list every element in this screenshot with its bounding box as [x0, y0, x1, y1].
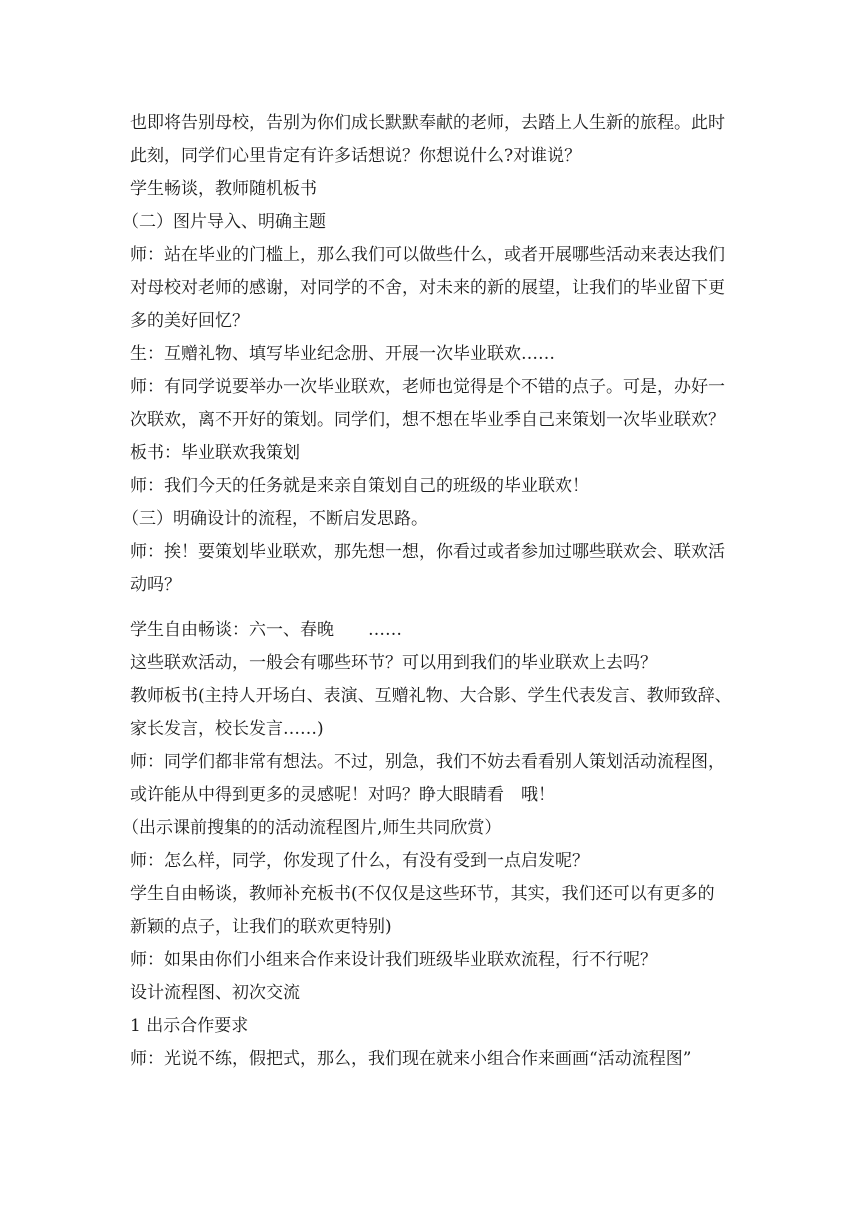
paragraph-line: 板书：毕业联欢我策划: [130, 443, 300, 463]
paragraph-line: 对母校对老师的感谢，对同学的不舍，对未来的新的展望，让我们的毕业留下更: [130, 278, 725, 298]
paragraph-line: 这些联欢活动，一般会有哪些环节？可以用到我们的毕业联欢上去吗？: [130, 653, 657, 673]
paragraph-line: 教师板书(主持人开场白、表演、互赠礼物、大合影、学生代表发言、教师致辞、: [130, 686, 732, 706]
paragraph-line: 师：挨！要策划毕业联欢，那先想一想，你看过或者参加过哪些联欢会、联欢活: [130, 542, 725, 562]
paragraph-line: 师：怎么样，同学，你发现了什么，有没有受到一点启发呢？: [130, 851, 589, 871]
paragraph-line: 或许能从中得到更多的灵感呢！对吗？睁大眼睛看 哦！: [130, 785, 555, 805]
paragraph-line: （出示课前搜集的的活动流程图片,师生共同欣赏）: [122, 818, 502, 838]
paragraph-line: 次联欢，离不开好的策划。同学们，想不想在毕业季自己来策划一次毕业联欢？: [130, 410, 725, 430]
paragraph-line: 师：光说不练，假把式，那么，我们现在就来小组合作来画画“活动流程图”: [130, 1049, 692, 1069]
paragraph-line: 动吗？: [130, 575, 181, 595]
paragraph-line: 师：同学们都非常有想法。不过，别急，我们不妨去看看别人策划活动流程图，: [130, 752, 725, 772]
paragraph-line: 多的美好回忆？: [130, 311, 249, 331]
paragraph-line: 师：站在毕业的门槛上，那么我们可以做些什么，或者开展哪些活动来表达我们: [130, 245, 725, 265]
paragraph-line: 1 出示合作要求: [130, 1016, 249, 1036]
paragraph-line: 设计流程图、初次交流: [130, 983, 300, 1003]
section-heading: （二）图片导入、明确主题: [122, 212, 326, 232]
paragraph-line: 师：有同学说要举办一次毕业联欢，老师也觉得是个不错的点子。可是，办好一: [130, 377, 725, 397]
paragraph-line: 新颖的点子，让我们的联欢更特别): [130, 917, 392, 937]
paragraph-line: 学生自由畅谈：六一、春晚 ……: [130, 620, 402, 640]
paragraph-line: 师：我们今天的任务就是来亲自策划自己的班级的毕业联欢！: [130, 476, 589, 496]
paragraph-line: 也即将告别母校，告别为你们成长默默奉献的老师，去踏上人生新的旅程。此时: [130, 113, 725, 133]
paragraph-line: 学生畅谈，教师随机板书: [130, 179, 317, 199]
paragraph-line: 学生自由畅谈，教师补充板书(不仅仅是这些环节，其实，我们还可以有更多的: [130, 884, 715, 904]
paragraph-line: 家长发言，校长发言……): [130, 719, 324, 739]
paragraph-line: 此刻，同学们心里肯定有许多话想说？你想说什么?对谁说？: [130, 146, 582, 166]
paragraph-line: 师：如果由你们小组来合作来设计我们班级毕业联欢流程，行不行呢？: [130, 950, 657, 970]
paragraph-line: 生：互赠礼物、填写毕业纪念册、开展一次毕业联欢……: [130, 344, 555, 364]
section-heading: （三）明确设计的流程，不断启发思路。: [122, 509, 428, 529]
